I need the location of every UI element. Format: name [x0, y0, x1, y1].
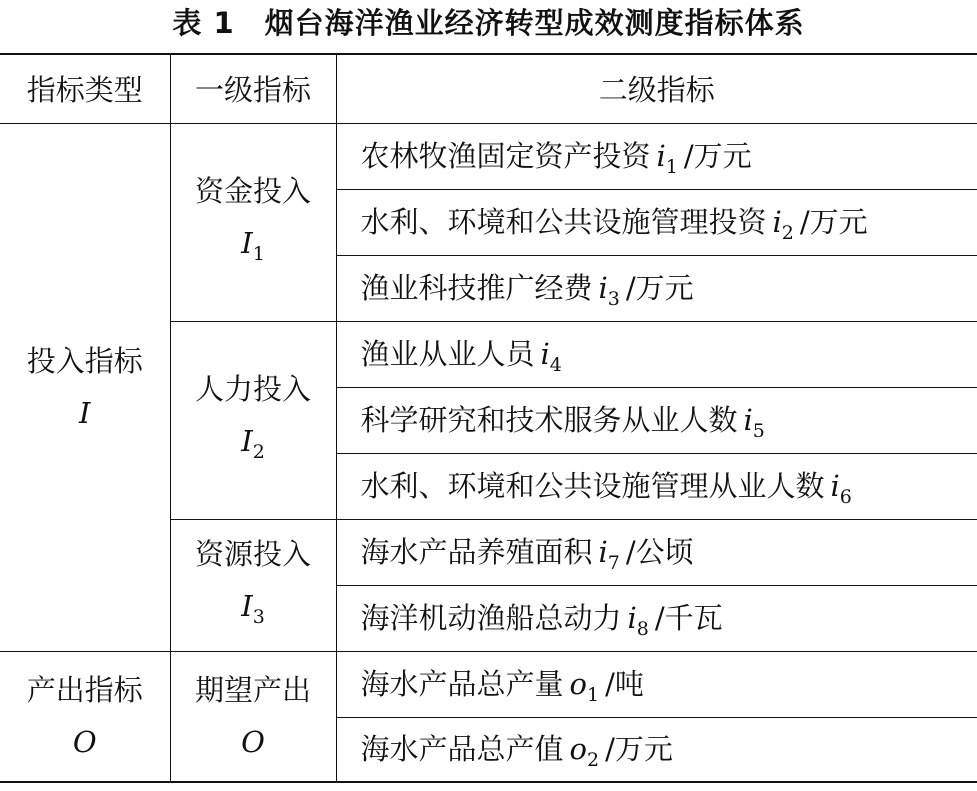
- indicator-unit: /万元: [605, 732, 673, 767]
- level2-cell: [336, 387, 977, 453]
- header-level1: 一级指标: [170, 54, 336, 123]
- level1-capital-label: 资金投入: [194, 173, 311, 208]
- indicator-code: $o_1$: [569, 667, 600, 706]
- indicator-code: $i_7$: [598, 535, 620, 574]
- indicator-code: $i_5$: [743, 403, 765, 442]
- group-input-cell: [0, 123, 170, 651]
- indicator-code: $i_1$: [656, 139, 678, 178]
- level1-capital-symbol: $I_1$: [241, 225, 265, 265]
- group-input-symbol: I: [79, 396, 91, 430]
- table-row: [0, 123, 977, 189]
- level1-resource-label: 资源投入: [194, 536, 311, 571]
- indicator-code: $i_8$: [627, 601, 649, 640]
- table-title: 烟台海洋渔业经济转型成效测度指标体系: [264, 6, 805, 40]
- indicator-unit: /吨: [605, 667, 644, 702]
- indicator-name: 水利、环境和公共设施管理投资: [360, 205, 767, 240]
- level1-labor-symbol: $I_2$: [241, 423, 265, 463]
- group-output-cell: [0, 651, 170, 782]
- table-number: 表 1: [172, 6, 235, 40]
- level2-cell: [336, 189, 977, 255]
- indicator-code: $o_2$: [569, 732, 600, 772]
- level1-desired-symbol: O: [241, 725, 265, 760]
- indicator-code: $i_3$: [598, 271, 620, 310]
- indicator-unit: /千瓦: [654, 601, 723, 636]
- level1-resource-cell: [170, 519, 336, 651]
- indicator-code: $i_4$: [540, 337, 562, 376]
- header-level2: 二级指标: [336, 54, 977, 123]
- level2-cell: [336, 321, 977, 387]
- level1-desired-cell: [170, 651, 336, 782]
- indicator-name: 水利、环境和公共设施管理从业人数: [360, 469, 825, 504]
- level2-cell: [336, 453, 977, 519]
- indicator-name: 农林牧渔固定资产投资: [360, 139, 651, 174]
- indicator-name: 渔业从业人员: [360, 337, 535, 372]
- level2-cell: [336, 717, 977, 782]
- level2-cell: [336, 519, 977, 585]
- indicator-code: $i_6$: [830, 469, 852, 508]
- indicator-name: 科学研究和技术服务从业人数: [360, 403, 738, 438]
- header-row: [0, 54, 977, 123]
- indicator-unit: /公顷: [625, 535, 694, 570]
- level2-cell: [336, 123, 977, 189]
- level1-desired-label: 期望产出: [194, 673, 311, 708]
- indicator-unit: /万元: [799, 205, 868, 240]
- group-input-label: 投入指标: [26, 344, 143, 378]
- indicator-name: 海水产品总产值: [360, 732, 564, 767]
- table-row: [0, 651, 977, 717]
- level1-labor-label: 人力投入: [194, 371, 311, 406]
- indicator-unit: /万元: [683, 139, 752, 174]
- level2-cell: [336, 651, 977, 717]
- indicator-name: 渔业科技推广经费: [360, 271, 593, 306]
- group-output-label: 产出指标: [26, 673, 143, 708]
- level1-labor-cell: [170, 321, 336, 519]
- level1-resource-symbol: $I_3$: [241, 588, 265, 628]
- indicator-table: [0, 53, 977, 783]
- indicator-unit: /万元: [625, 271, 694, 306]
- header-indicator-type: 指标类型: [0, 54, 170, 123]
- indicator-name: 海洋机动渔船总动力: [360, 601, 622, 636]
- table-caption: [0, 0, 977, 46]
- group-output-symbol: O: [72, 725, 97, 760]
- indicator-code: $i_2$: [772, 205, 794, 244]
- level2-cell: [336, 255, 977, 321]
- level2-cell: [336, 585, 977, 651]
- indicator-name: 海水产品总产量: [360, 667, 564, 702]
- level1-capital-cell: [170, 123, 336, 321]
- indicator-name: 海水产品养殖面积: [360, 535, 593, 570]
